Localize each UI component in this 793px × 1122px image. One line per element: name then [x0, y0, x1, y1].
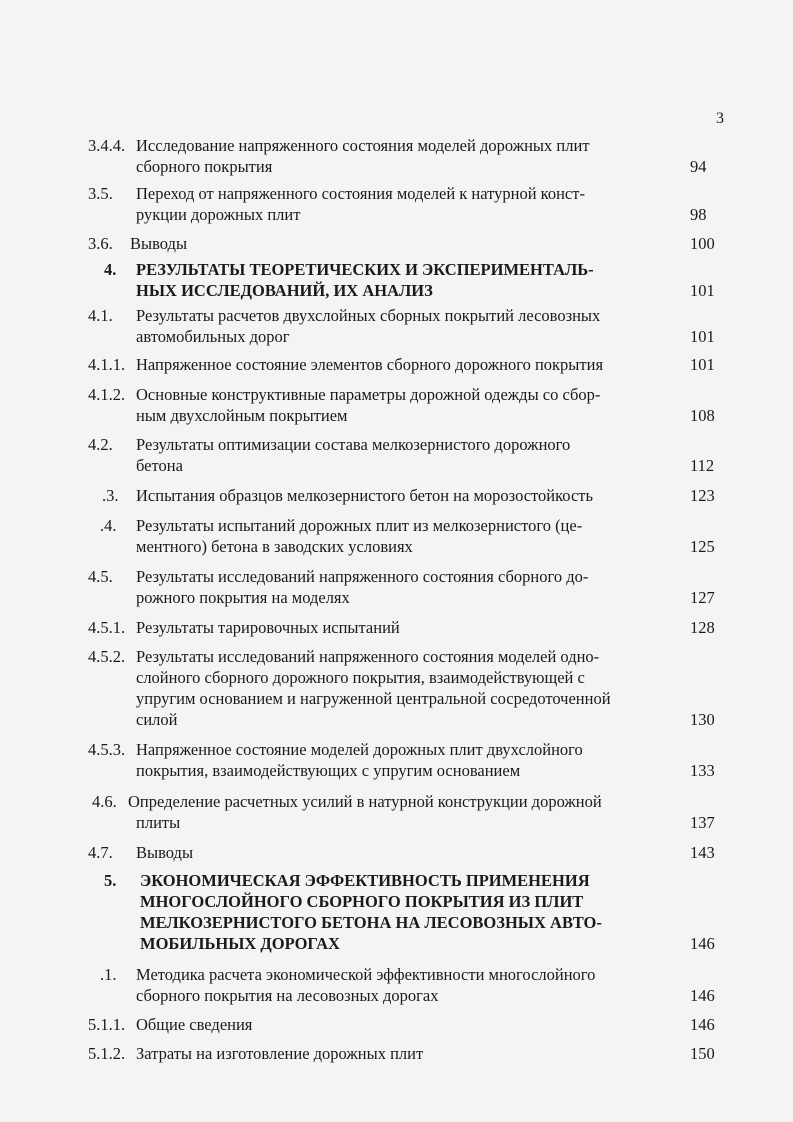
toc-entry-title-line: МОБИЛЬНЫХ ДОРОГАХ — [140, 934, 340, 953]
toc-entry-title-line: Выводы — [130, 234, 188, 253]
toc-entry-number: 3.6. — [88, 234, 113, 253]
toc-entry-number: 4. — [104, 260, 117, 279]
page-number: 3 — [716, 110, 724, 127]
toc-entry — [0, 305, 793, 347]
toc-entry-title-line: Переход от напряженного состояния моделей к натурной конст- — [136, 184, 585, 203]
toc-entry-title-line: бетона — [136, 456, 183, 475]
toc-entry — [0, 842, 793, 863]
toc-entry-page: 123 — [690, 486, 715, 505]
toc-entry-page: 146 — [690, 986, 715, 1005]
toc-entry-title-line: РЕЗУЛЬТАТЫ ТЕОРЕТИЧЕСКИХ И ЭКСПЕРИМЕНТАЛЬ- — [136, 260, 594, 279]
toc-entry-number: 4.5.3. — [88, 740, 126, 759]
toc-entry-title-line: Испытания образцов мелкозернистого бетон на морозостойкость — [136, 486, 594, 505]
toc-entry-title-line: Основные конструктивные параметры дорожной одежды со сбор- — [136, 385, 601, 404]
toc-entry-number: 3.5. — [88, 184, 113, 203]
toc-entry-number: 5. — [104, 871, 117, 890]
toc-entry-title-line: автомобильных дорог — [136, 327, 290, 346]
toc-entry — [0, 964, 793, 1006]
toc-entry-title-line: Результаты оптимизации состава мелкозернистого дорожного — [136, 435, 571, 454]
toc-entry — [0, 135, 793, 177]
toc-entry-title-line: ным двухслойным покрытием — [136, 406, 348, 425]
toc-entry-page: 146 — [690, 1015, 715, 1034]
toc-entry — [0, 515, 793, 557]
toc-entry-page: 150 — [690, 1044, 715, 1063]
toc-entry-page: 100 — [690, 234, 715, 253]
toc-entry — [0, 183, 793, 225]
toc-entry — [0, 739, 793, 781]
toc-entry-page: 98 — [690, 205, 707, 224]
toc-entry-number: 4.6. — [92, 792, 117, 811]
toc-entry-number: .4. — [100, 516, 117, 535]
toc-entry-page: 108 — [690, 406, 715, 425]
toc-entry-title-line: Результаты исследований напряженного состояния моделей одно- — [136, 647, 600, 666]
toc-entry-title-line: Выводы — [136, 843, 194, 862]
toc-entry — [0, 354, 793, 375]
toc-entry-page: 130 — [690, 710, 715, 729]
toc-chapter-entry — [0, 259, 793, 301]
toc-entry-number: 4.7. — [88, 843, 113, 862]
toc-entry-page: 137 — [690, 813, 715, 832]
toc-entry-number: .1. — [100, 965, 117, 984]
toc-entry-page: 146 — [690, 934, 715, 953]
toc-entry — [0, 1043, 793, 1064]
toc-chapter-entry — [0, 870, 793, 954]
toc-entry-title-line: упругим основанием и нагруженной центральной сосредоточенной — [136, 689, 611, 708]
toc-entry-title-line: Определение расчетных усилий в натурной конструкции дорожной — [128, 792, 602, 811]
toc-entry — [0, 791, 793, 833]
toc-entry-page: 101 — [690, 281, 715, 300]
toc-entry — [0, 384, 793, 426]
toc-entry-title-line: слойного сборного дорожного покрытия, взаимодействующей с — [136, 668, 585, 687]
toc-entry-page: 101 — [690, 355, 715, 374]
toc-entry-number: 4.5.1. — [88, 618, 126, 637]
toc-entry-title-line: Затраты на изготовление дорожных плит — [136, 1044, 424, 1063]
toc-entry-number: .3. — [102, 486, 119, 505]
toc-entry-title-line: Результаты испытаний дорожных плит из мелкозернистого (це- — [136, 516, 583, 535]
toc-entry-number: 4.1.1. — [88, 355, 126, 374]
toc-entry-page: 143 — [690, 843, 715, 862]
toc-entry-title-line: Исследование напряженного состояния моделей дорожных плит — [136, 136, 590, 155]
toc-entry — [0, 617, 793, 638]
toc-entry-title-line: рукции дорожных плит — [136, 205, 301, 224]
toc-entry-number: 4.1.2. — [88, 385, 126, 404]
toc-entry-page: 133 — [690, 761, 715, 780]
toc-entry — [0, 566, 793, 608]
toc-entry — [0, 434, 793, 476]
toc-entry-page: 112 — [690, 456, 715, 475]
toc-entry-page: 128 — [690, 618, 715, 637]
toc-entry-page: 101 — [690, 327, 715, 346]
toc-entry-number: 4.1. — [88, 306, 113, 325]
toc-entry-title-line: Результаты тарировочных испытаний — [136, 618, 400, 637]
toc-entry-title-line: Результаты расчетов двухслойных сборных покрытий лесовозных — [136, 306, 601, 325]
toc-entry — [0, 646, 793, 730]
toc-entry — [0, 1014, 793, 1035]
toc-entry-number: 4.2. — [88, 435, 113, 454]
toc-entry-title-line: Общие сведения — [136, 1015, 253, 1034]
toc-entry-title-line: Напряженное состояние элементов сборного дорожного покрытия — [136, 355, 604, 374]
toc-entry-title-line: покрытия, взаимодействующих с упругим основанием — [136, 761, 521, 780]
toc-entry-title-line: ментного) бетона в заводских условиях — [136, 537, 413, 556]
toc-entry-number: 3.4.4. — [88, 136, 126, 155]
toc-entry-title-line: Результаты исследований напряженного состояния сборного до- — [136, 567, 589, 586]
toc-entry-title-line: силой — [136, 710, 178, 729]
toc-entry-page: 127 — [690, 588, 715, 607]
toc-entry-title-line: Напряженное состояние моделей дорожных плит двухслойного — [136, 740, 583, 759]
toc-entry-title-line: МЕЛКОЗЕРНИСТОГО БЕТОНА НА ЛЕСОВОЗНЫХ АВТО- — [140, 913, 602, 932]
toc-entry-title-line: рожного покрытия на моделях — [136, 588, 350, 607]
toc-entry-number: 5.1.1. — [88, 1015, 126, 1034]
toc-entry-title-line: НЫХ ИССЛЕДОВАНИЙ, ИХ АНАЛИЗ — [136, 281, 433, 300]
toc-entry-title-line: сборного покрытия — [136, 157, 273, 176]
toc-entry-page: 125 — [690, 537, 715, 556]
toc-entry-title-line: плиты — [136, 813, 181, 832]
toc-entry-title-line: сборного покрытия на лесовозных дорогах — [136, 986, 439, 1005]
toc-entry-title-line: Методика расчета экономической эффективности многослойного — [136, 965, 596, 984]
toc-entry-number: 4.5. — [88, 567, 113, 586]
toc-entry-number: 5.1.2. — [88, 1044, 126, 1063]
toc-entry-number: 4.5.2. — [88, 647, 126, 666]
toc-entry-title-line: МНОГОСЛОЙНОГО СБОРНОГО ПОКРЫТИЯ ИЗ ПЛИТ — [140, 892, 584, 911]
toc-entry-title-line: ЭКОНОМИЧЕСКАЯ ЭФФЕКТИВНОСТЬ ПРИМЕНЕНИЯ — [140, 871, 590, 890]
toc-entry-page: 94 — [690, 157, 707, 176]
toc-entry — [0, 233, 793, 254]
toc-entry — [0, 485, 793, 506]
